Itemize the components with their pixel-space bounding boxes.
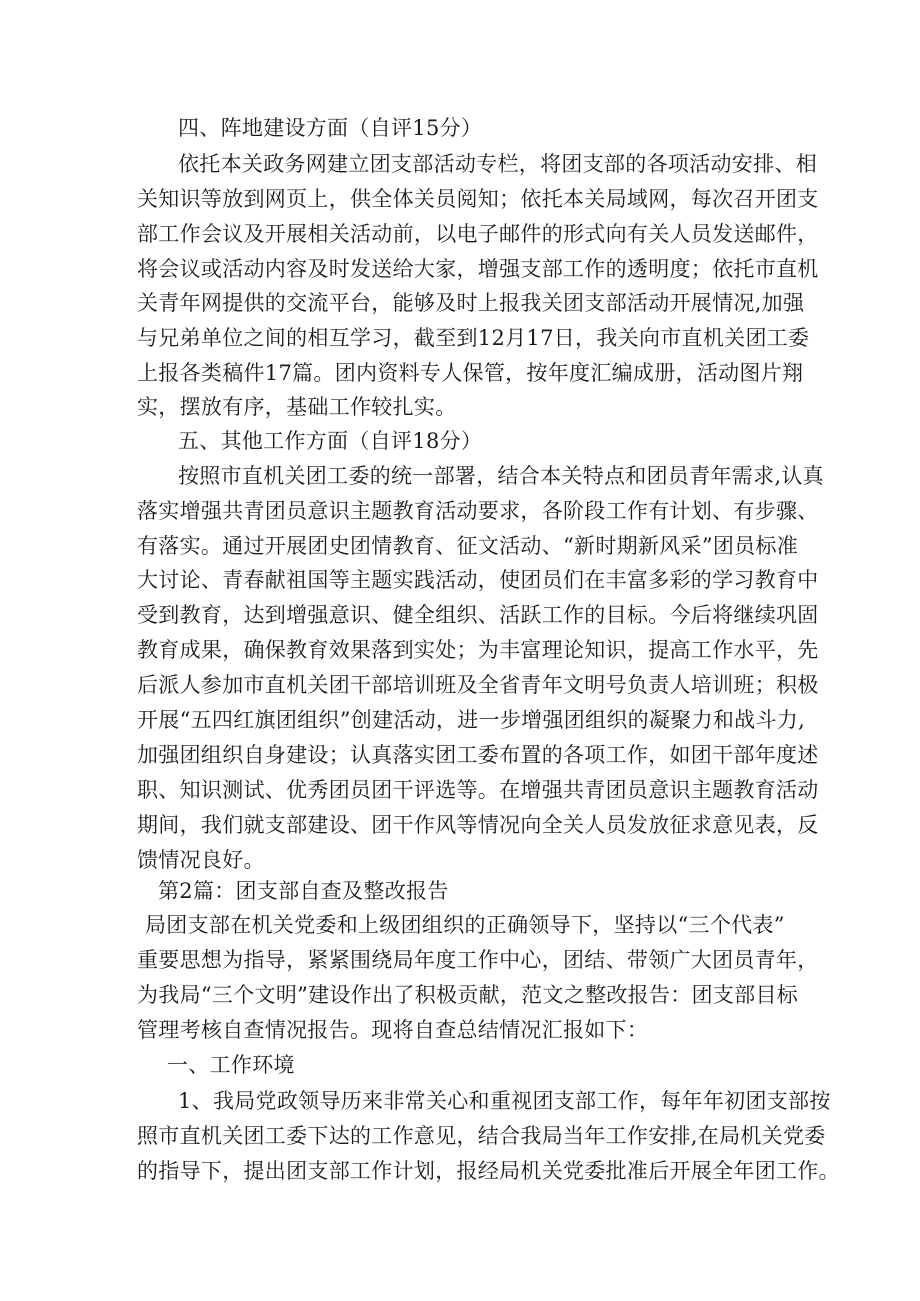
paragraph-line: 的指导下，提出团支部工作计划，报经局机关党委批准后开展全年团工作。: [137, 1159, 840, 1183]
paragraph-line: 与兄弟单位之间的相互学习，截至到12月17日，我关向市直机关团工委: [137, 326, 810, 350]
heading-section-4: 四、阵地建设方面（自评15分）: [178, 116, 483, 140]
paragraph-line: 受到教育，达到增强意识、健全组织、活跃工作的目标。今后将继续巩固: [137, 603, 819, 627]
heading-work-environment: 一、工作环境: [167, 1053, 295, 1077]
paragraph-line: 加强团组织自身建设；认真落实团工委布置的各项工作，如团干部年度述: [137, 743, 819, 767]
paragraph-line: 照市直机关团工委下达的工作意见，结合我局当年工作安排,在局机关党委: [137, 1124, 826, 1148]
paragraph-line: 部工作会议及开展相关活动前，以电子邮件的形式向有关人员发送邮件，: [137, 222, 819, 246]
paragraph-line: 开展“五四红旗团组织”创建活动，进一步增强团组织的凝聚力和战斗力,: [137, 708, 806, 732]
paragraph-line: 关知识等放到网页上，供全体关员阅知；依托本关局域网，每次召开团支: [137, 187, 819, 211]
paragraph-line: 重要思想为指导，紧紧围绕局年度工作中心，团结、带领广大团员青年，: [137, 948, 819, 972]
heading-section-5: 五、其他工作方面（自评18分）: [178, 429, 483, 453]
paragraph-line: 关青年网提供的交流平台，能够及时上报我关团支部活动开展情况,加强: [137, 291, 805, 315]
paragraph-line: 落实增强共青团员意识主题教育活动要求，各阶段工作有计划、有步骤、: [137, 499, 819, 523]
paragraph-line: 后派人参加市直机关团干部培训班及全省青年文明号负责人培训班；积极: [137, 673, 819, 697]
paragraph-line: 局团支部在机关党委和上级团组织的正确领导下，坚持以“三个代表”: [145, 913, 785, 937]
paragraph-line: 上报各类稿件17篇。团内资料专人保管，按年度汇编成册，活动图片翔: [137, 361, 804, 385]
paragraph-line: 实，摆放有序，基础工作较扎实。: [137, 395, 457, 419]
paragraph-line: 馈情况良好。: [137, 848, 265, 872]
paragraph-line: 管理考核自查情况报告。现将自查总结情况汇报如下：: [137, 1018, 649, 1042]
paragraph-line: 期间，我们就支部建设、团干作风等情况向全关人员发放征求意见表，反: [137, 813, 819, 837]
paragraph-line: 为我局“三个文明”建设作出了积极贡献，范文之整改报告：团支部目标: [137, 983, 799, 1007]
paragraph-line: 依托本关政务网建立团支部活动专栏，将团支部的各项活动安排、相: [178, 152, 817, 176]
paragraph-line: 1、我局党政领导历来非常关心和重视团支部工作，每年年初团支部按: [178, 1089, 831, 1113]
paragraph-line: 大讨论、青春献祖国等主题实践活动，使团员们在丰富多彩的学习教育中: [137, 568, 819, 592]
paragraph-line: 按照市直机关团工委的统一部署，结合本关特点和团员青年需求,认真: [178, 464, 824, 488]
paragraph-line: 将会议或活动内容及时发送给大家，增强支部工作的透明度；依托市直机: [137, 257, 819, 281]
article-2-title: 第2篇：团支部自查及整改报告: [158, 879, 449, 903]
paragraph-line: 教育成果，确保教育效果落到实处；为丰富理论知识，提高工作水平，先: [137, 638, 819, 662]
paragraph-line: 职、知识测试、优秀团员团干评选等。在增强共青团员意识主题教育活动: [137, 778, 819, 802]
paragraph-line: 有落实。通过开展团史团情教育、征文活动、“新时期新风采”团员标准: [137, 534, 799, 558]
